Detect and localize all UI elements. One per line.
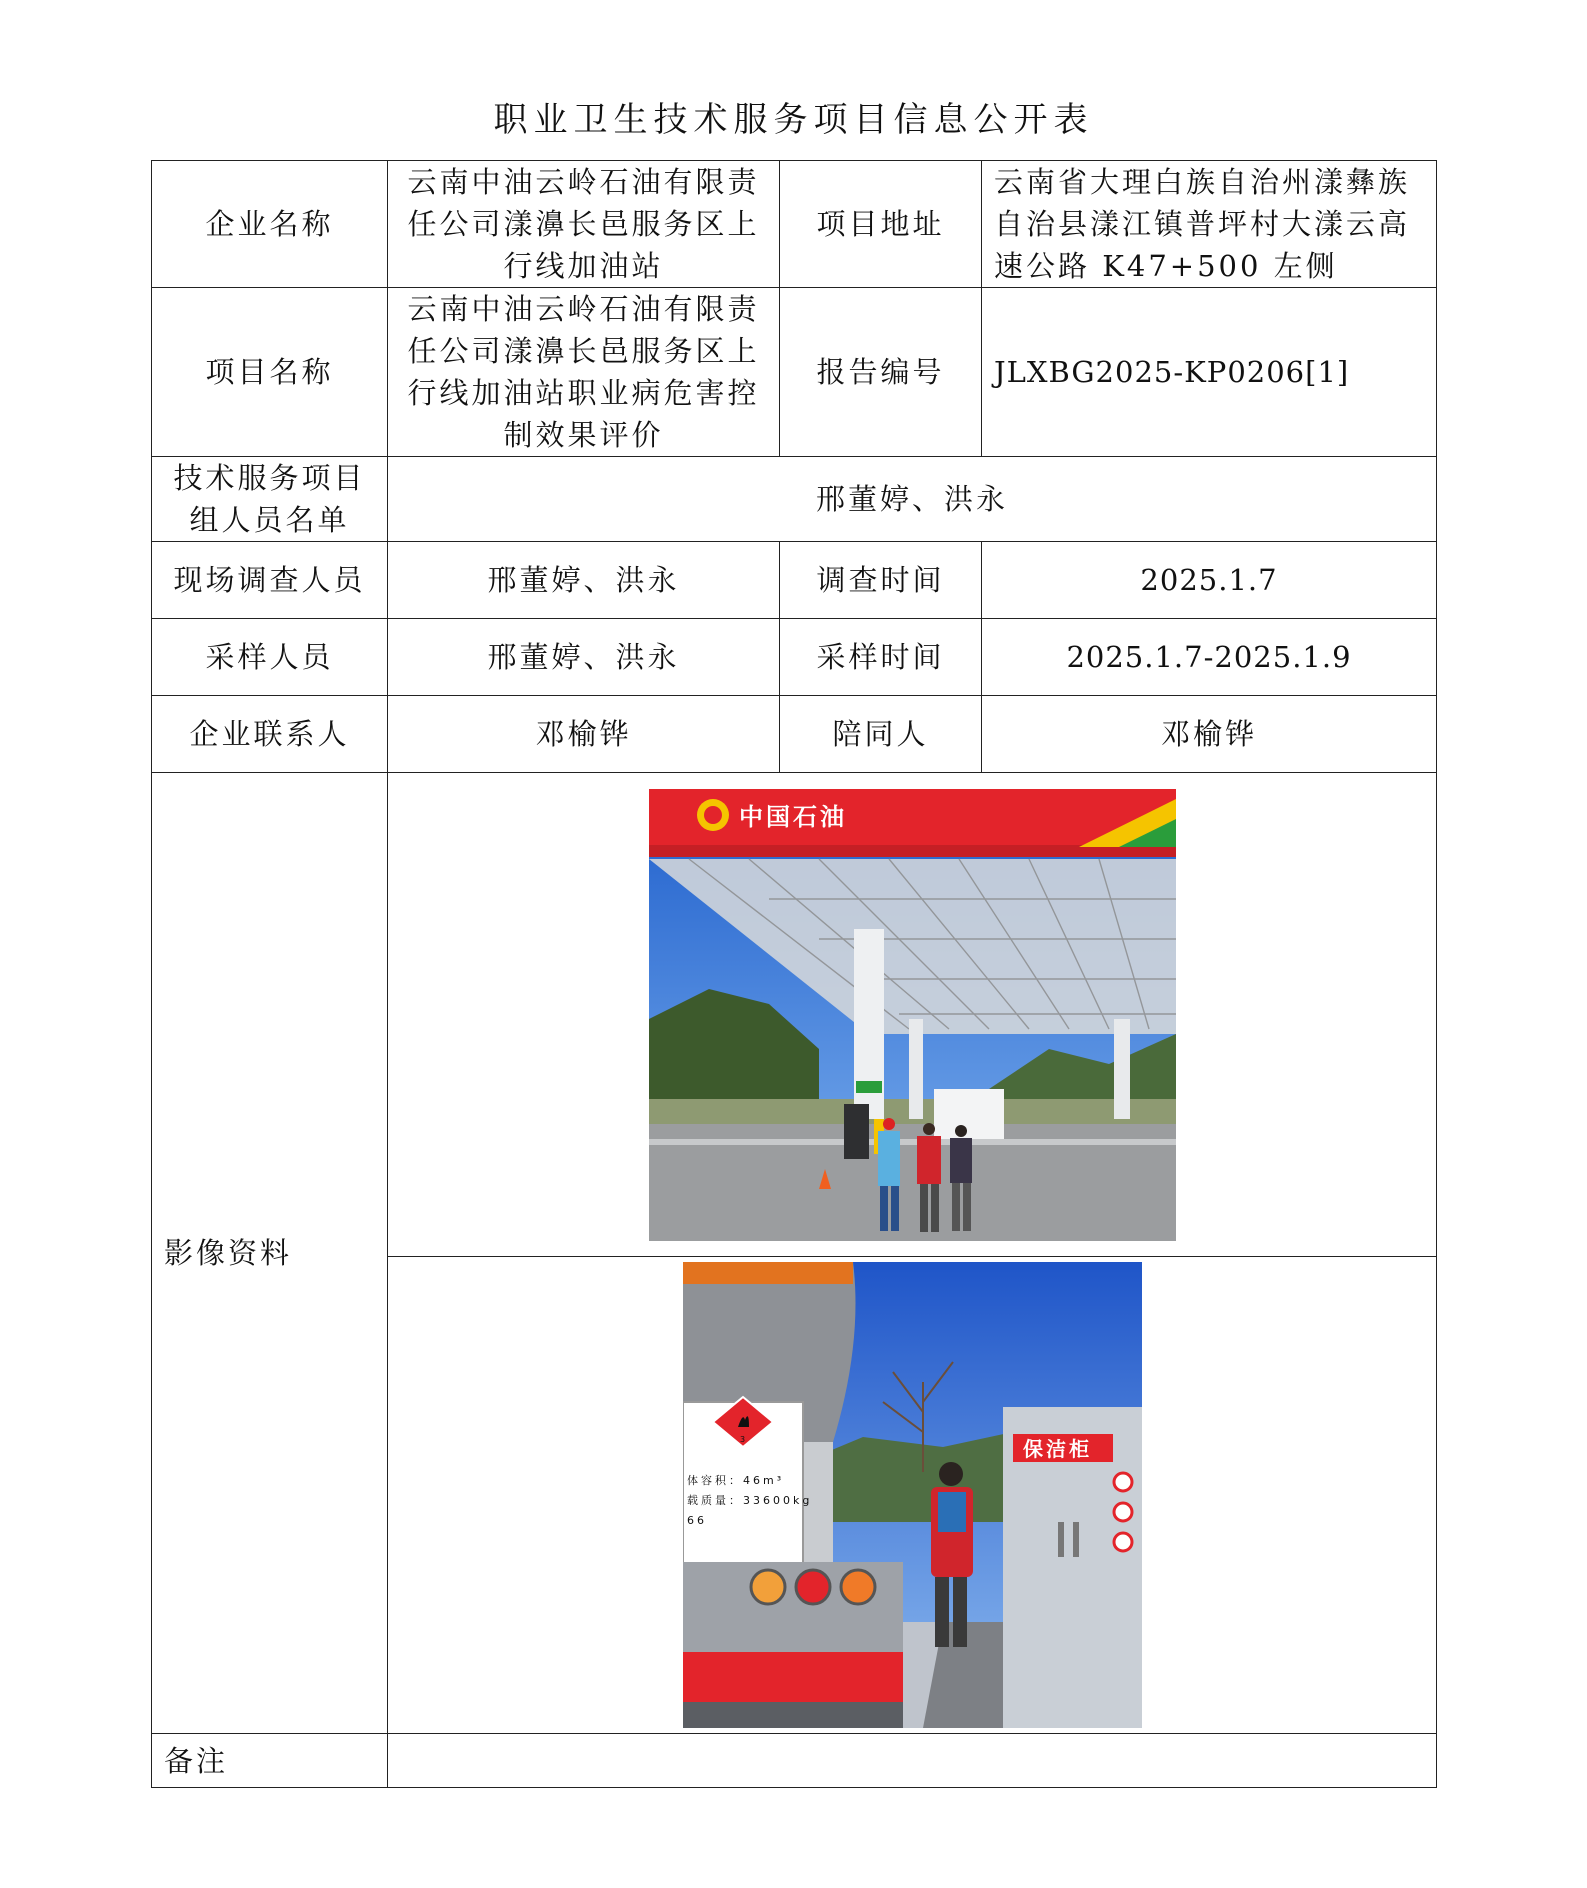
table-row	[152, 288, 1437, 457]
table-row	[152, 161, 1437, 288]
company-label: 企业名称	[152, 161, 388, 288]
table-row	[152, 457, 1437, 542]
contact-label: 企业联系人	[152, 696, 388, 773]
page-title: 职业卫生技术服务项目信息公开表	[493, 100, 1094, 140]
table-row	[152, 542, 1437, 619]
company-value: 云南中油云岭石油有限责任公司漾濞长邑服务区上行线加油站	[388, 161, 780, 288]
address-value: 云南省大理白族自治州漾彝族自治县漾江镇普坪村大漾云高速公路 K47+500 左侧	[982, 161, 1437, 288]
images-label: 影像资料	[152, 773, 388, 1734]
info-table	[151, 160, 1437, 1788]
table-row	[152, 1734, 1437, 1788]
photo-cell-2	[388, 1257, 1437, 1734]
tanker-photo	[683, 1262, 1142, 1728]
sampling-time-label: 采样时间	[780, 619, 982, 696]
photo1-sign-text: 中国石油	[738, 802, 847, 831]
team-value: 邢董婷、洪永	[388, 457, 1437, 542]
project-label: 项目名称	[152, 288, 388, 457]
remarks-label: 备注	[152, 1734, 388, 1788]
hazard-number: 3	[739, 1435, 748, 1444]
table-row	[152, 773, 1437, 1257]
tank-line-3: 66	[686, 1514, 707, 1527]
address-label: 项目地址	[780, 161, 982, 288]
sampling-time-value: 2025.1.7-2025.1.9	[982, 619, 1437, 696]
survey-people-value: 邢董婷、洪永	[388, 542, 780, 619]
team-label: 技术服务项目组人员名单	[152, 457, 388, 542]
survey-time-label: 调查时间	[780, 542, 982, 619]
sampling-people-label: 采样人员	[152, 619, 388, 696]
tank-line-1: 体容积：46m³	[686, 1474, 784, 1487]
report-label: 报告编号	[780, 288, 982, 457]
sampling-people-value: 邢董婷、洪永	[388, 619, 780, 696]
photo-cell-1	[388, 773, 1437, 1257]
table-row	[152, 619, 1437, 696]
gas-station-photo	[649, 789, 1176, 1241]
report-value: JLXBG2025-KP0206[1]	[982, 288, 1437, 457]
tank-line-2: 载质量：33600kg	[686, 1494, 812, 1507]
remarks-value	[388, 1734, 1437, 1788]
table-row	[152, 696, 1437, 773]
survey-people-label: 现场调查人员	[152, 542, 388, 619]
accompany-label: 陪同人	[780, 696, 982, 773]
contact-value: 邓榆铧	[388, 696, 780, 773]
photo2-sign-text: 保洁柜	[1022, 1437, 1092, 1461]
project-value: 云南中油云岭石油有限责任公司漾濞长邑服务区上行线加油站职业病危害控制效果评价	[388, 288, 780, 457]
accompany-value: 邓榆铧	[982, 696, 1437, 773]
survey-time-value: 2025.1.7	[982, 542, 1437, 619]
